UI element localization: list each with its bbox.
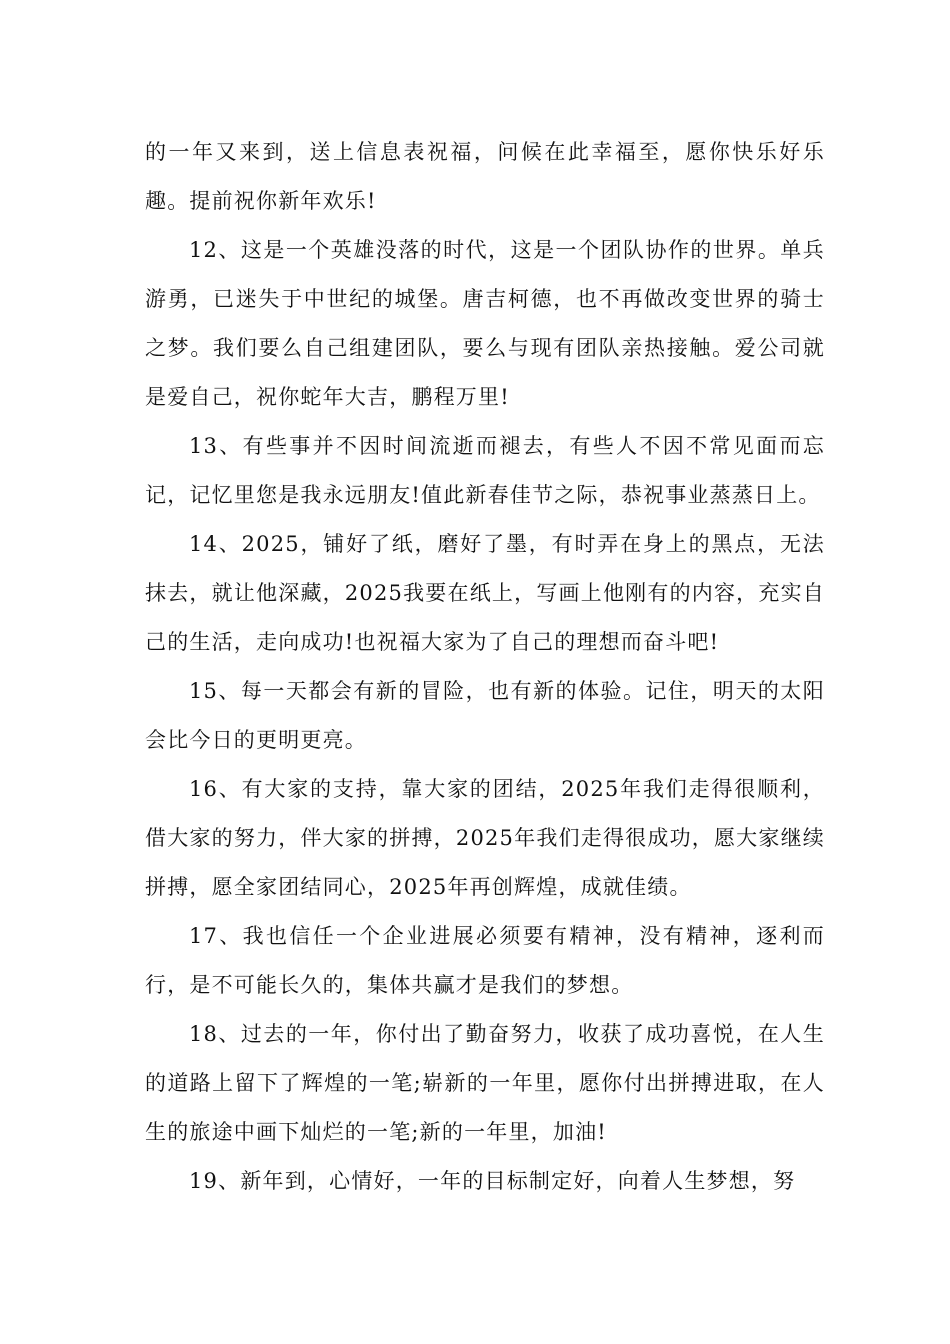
paragraph-14: 14、2025，铺好了纸，磨好了墨，有时弄在身上的黑点，无法抹去，就让他深藏，2025我要在纸上，写画上他刚有的内容，充实自己的生活，走向成功!也祝福大家为了自己的理想而奋斗吧! <box>145 532 825 654</box>
document-body <box>145 128 825 1206</box>
paragraph-13: 13、有些事并不因时间流逝而褪去，有些人不因不常见面而忘记，记忆里您是我永远朋友!值此新春佳节之际，恭祝事业蒸蒸日上。 <box>145 434 825 507</box>
paragraph-17: 17、我也信任一个企业进展必须要有精神，没有精神，逐利而行，是不可能长久的，集体共赢才是我们的梦想。 <box>145 924 825 997</box>
paragraph-continuation: 的一年又来到，送上信息表祝福，问候在此幸福至，愿你快乐好乐趣。提前祝你新年欢乐! <box>145 140 825 213</box>
paragraph-16: 16、有大家的支持，靠大家的团结，2025年我们走得很顺利，借大家的努力，伴大家的拼搏，2025年我们走得很成功，愿大家继续拼搏，愿全家团结同心，2025年再创辉煌，成就佳绩。 <box>145 777 825 899</box>
paragraph-18: 18、过去的一年，你付出了勤奋努力，收获了成功喜悦，在人生的道路上留下了辉煌的一笔;崭新的一年里，愿你付出拼搏进取，在人生的旅途中画下灿烂的一笔;新的一年里，加油! <box>145 1022 825 1144</box>
paragraph-12: 12、这是一个英雄没落的时代，这是一个团队协作的世界。单兵游勇，已迷失于中世纪的城堡。唐吉柯德，也不再做改变世界的骑士之梦。我们要么自己组建团队，要么与现有团队亲热接触。爱公司就是爱自己，祝你蛇年大吉，鹏程万里! <box>145 238 825 409</box>
paragraph-15: 15、每一天都会有新的冒险，也有新的体验。记住，明天的太阳会比今日的更明更亮。 <box>145 679 825 752</box>
paragraph-19: 19、新年到，心情好，一年的目标制定好，向着人生梦想，努 <box>189 1169 796 1193</box>
